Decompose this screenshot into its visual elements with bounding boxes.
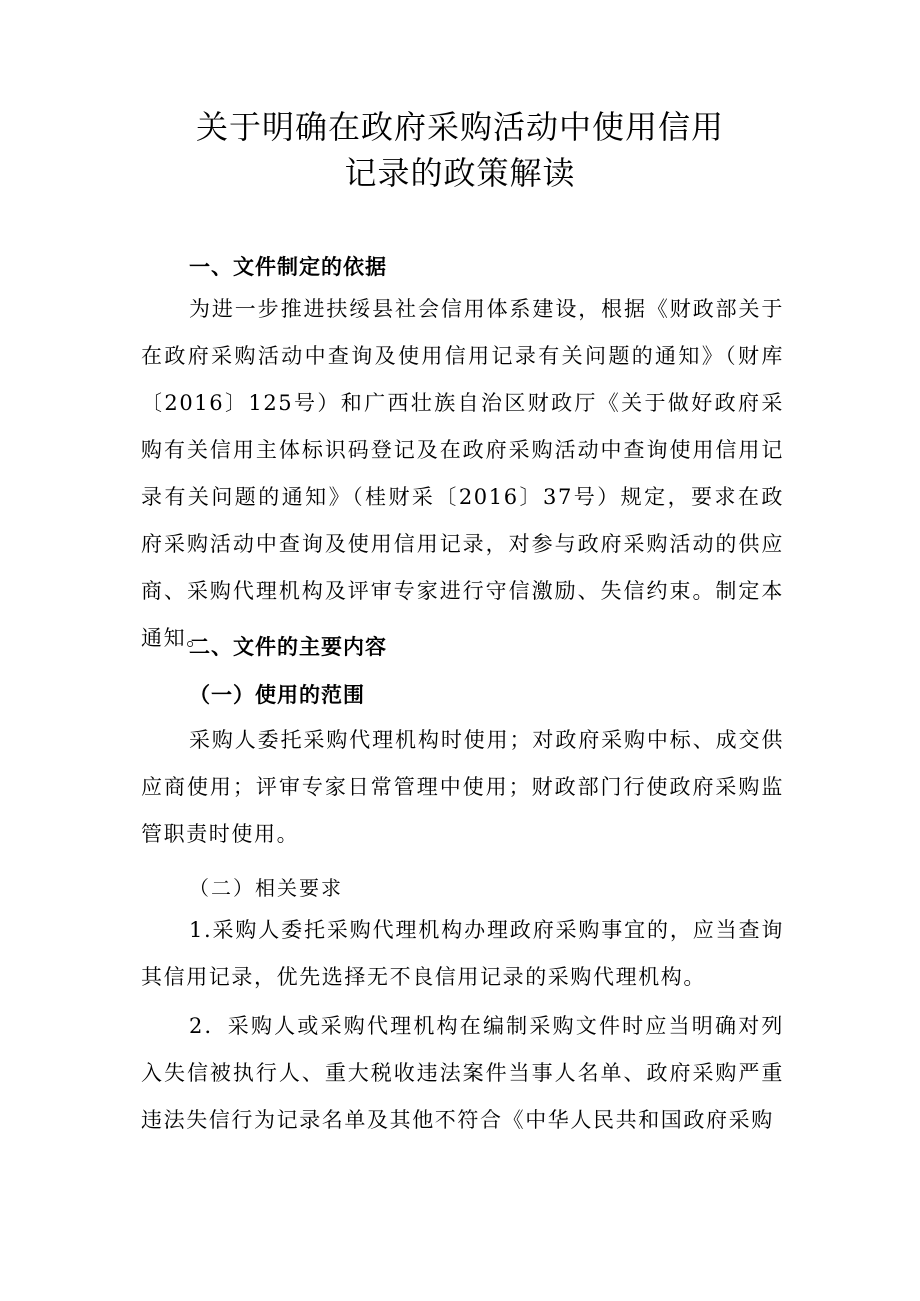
section2-sub1-heading: （一）使用的范围 xyxy=(189,683,365,707)
section2-sub2-item2: 2．采购人或采购代理机构在编制采购文件时应当明确对列入失信被执行人、重大税收违法案件当事人名单、政府采购严重违法失信行为记录名单及其他不符合《中华人民共和国政府采购 xyxy=(141,1014,784,1132)
section1-paragraph: 为进一步推进扶绥县社会信用体系建设，根据《财政部关于在政府采购活动中查询及使用信用记录有关问题的通知》（财库〔2016〕125号）和广西壮族自治区财政厅《关于做好政府采购有关信用主体标识码登记及在政府采购活动中查询使用信用记录有关问题的通知》（桂财采〔2016〕37号）规定，要求在政府采购活动中查询及使用信用记录，对参与政府采购活动的供应商、采购代理机构及评审专家进行守信激励、失信约束。制定本通知。 xyxy=(141,297,784,650)
document-title-line1: 关于明确在政府采购活动中使用信用 xyxy=(195,108,724,146)
section2-sub1-paragraph: 采购人委托采购代理机构时使用；对政府采购中标、成交供应商使用；评审专家日常管理中使用；财政部门行使政府采购监管职责时使用。 xyxy=(141,728,784,846)
section1-heading: 一、文件制定的依据 xyxy=(189,255,387,279)
section2-sub2-item1: 1.采购人委托采购代理机构办理政府采购事宜的，应当查询其信用记录，优先选择无不良信用记录的采购代理机构。 xyxy=(141,918,784,989)
section2-heading: 二、文件的主要内容 xyxy=(189,635,387,659)
document-title-line2: 记录的政策解读 xyxy=(344,154,576,192)
section2-sub2-heading: （二）相关要求 xyxy=(189,876,343,900)
